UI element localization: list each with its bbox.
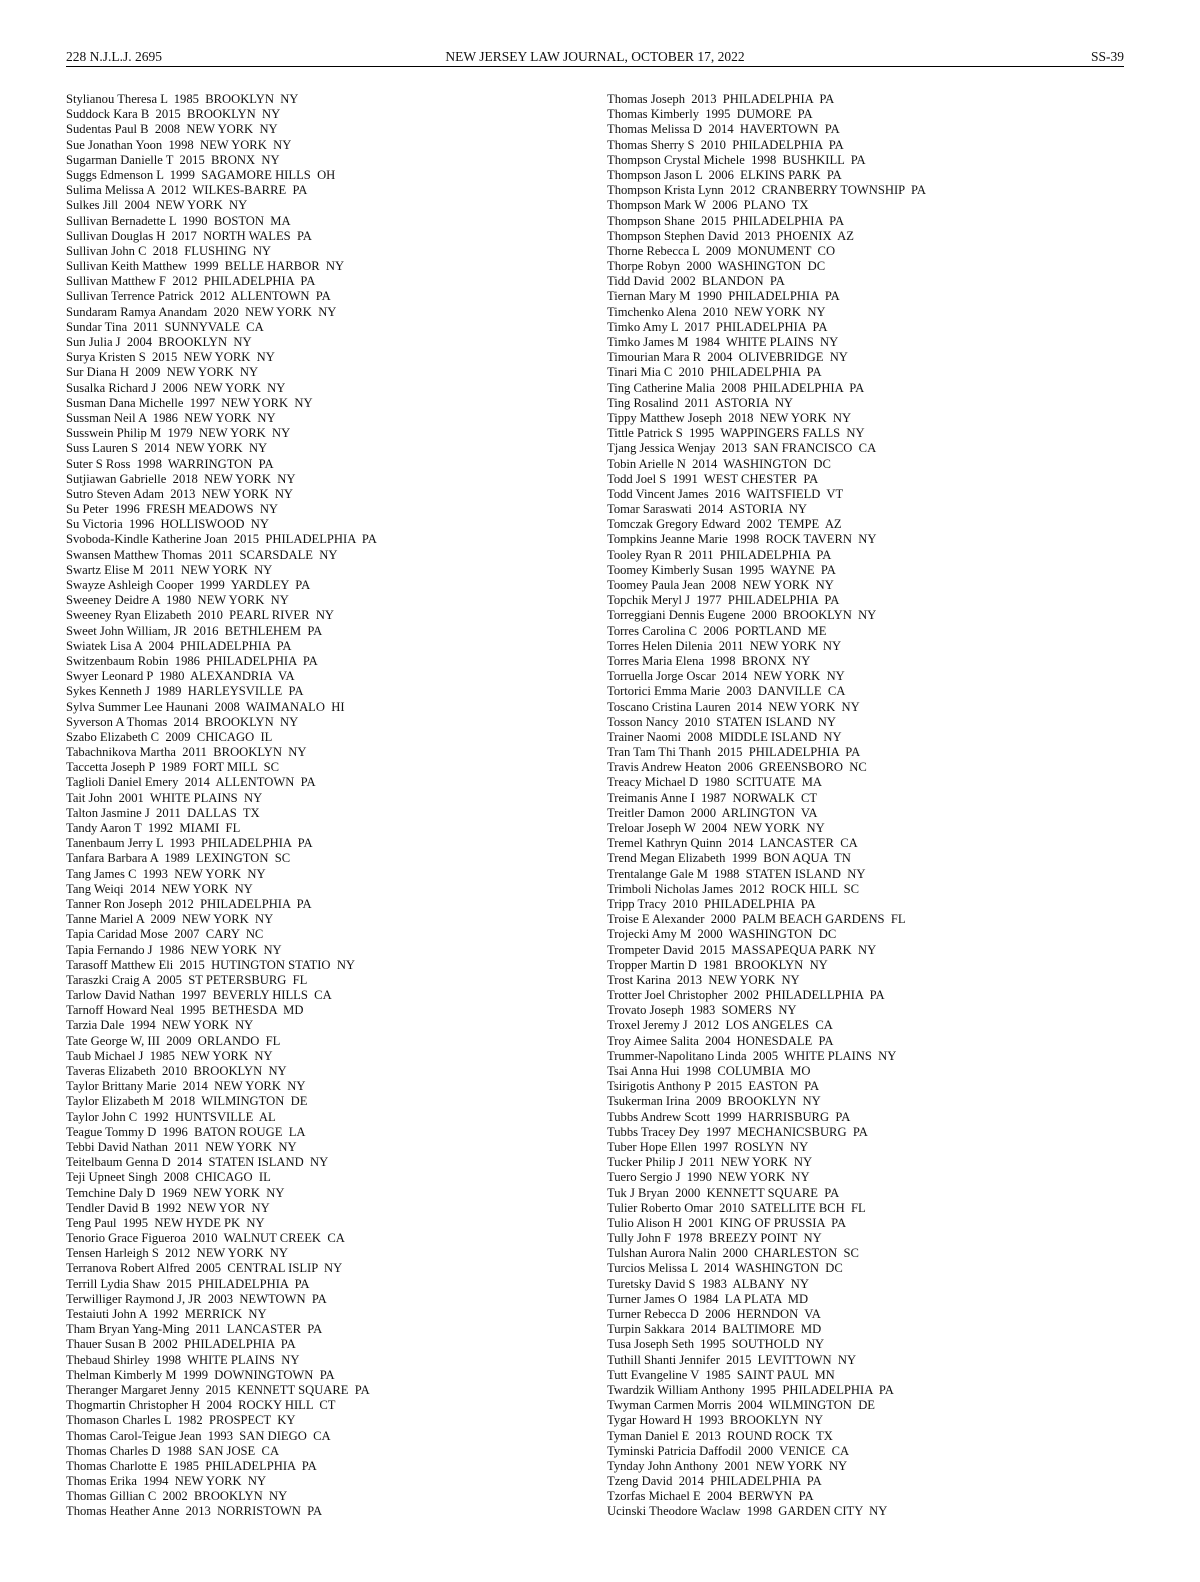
attorney-entry: Tripp Tracy 2010 PHILADELPHIA PA — [607, 896, 816, 911]
attorney-entry: Swansen Matthew Thomas 2011 SCARSDALE NY — [66, 547, 338, 562]
attorney-entry: Tham Bryan Yang-Ming 2011 LANCASTER PA — [66, 1322, 323, 1337]
attorney-entry: Susman Dana Michelle 1997 NEW YORK NY — [66, 395, 313, 410]
attorney-entry: Tang Weiqi 2014 NEW YORK NY — [66, 881, 253, 896]
attorney-entry: Suss Lauren S 2014 NEW YORK NY — [66, 441, 268, 456]
attorney-entry: Su Victoria 1996 HOLLISWOOD NY — [66, 517, 269, 532]
attorney-entry: Treitler Damon 2000 ARLINGTON VA — [607, 805, 818, 820]
attorney-entry: Tensen Harleigh S 2012 NEW YORK NY — [66, 1246, 288, 1261]
attorney-entry: Troise E Alexander 2000 PALM BEACH GARDENS FL — [607, 912, 906, 927]
attorney-entry: Tarlow David Nathan 1997 BEVERLY HILLS CA — [66, 988, 332, 1003]
attorney-entry: Taccetta Joseph P 1989 FORT MILL SC — [66, 760, 280, 775]
attorney-entry: Trost Karina 2013 NEW YORK NY — [607, 972, 800, 987]
attorney-entry: Tosson Nancy 2010 STATEN ISLAND NY — [607, 714, 836, 729]
attorney-entry: Thomas Heather Anne 2013 NORRISTOWN PA — [66, 1504, 323, 1519]
attorney-entry: Trimboli Nicholas James 2012 ROCK HILL SC — [607, 881, 859, 896]
attorney-entry: Thauer Susan B 2002 PHILADELPHIA PA — [66, 1337, 296, 1352]
attorney-entry: Tubbs Tracey Dey 1997 MECHANICSBURG PA — [607, 1124, 868, 1139]
attorney-entry: Todd Joel S 1991 WEST CHESTER PA — [607, 471, 819, 486]
attorney-entry: Tebbi David Nathan 2011 NEW YORK NY — [66, 1139, 297, 1154]
attorney-entry: Tarzia Dale 1994 NEW YORK NY — [66, 1018, 254, 1033]
attorney-entry: Sundar Tina 2011 SUNNYVALE CA — [66, 319, 264, 334]
attorney-entry: Tandy Aaron T 1992 MIAMI FL — [66, 821, 241, 835]
attorney-entry: Topchik Meryl J 1977 PHILADELPHIA PA — [607, 593, 840, 608]
attorney-entry: Teng Paul 1995 NEW HYDE PK NY — [66, 1215, 265, 1230]
attorney-entry: Sylva Summer Lee Haunani 2008 WAIMANALO HI — [66, 699, 345, 714]
attorney-entry: Suggs Edmenson L 1999 SAGAMORE HILLS OH — [66, 167, 336, 182]
attorney-entry: Tabachnikova Martha 2011 BROOKLYN NY — [66, 745, 307, 760]
attorney-entry: Troxel Jeremy J 2012 LOS ANGELES CA — [607, 1018, 833, 1033]
attorney-entry: Turetsky David S 1983 ALBANY NY — [607, 1276, 809, 1291]
attorney-entry: Tarnoff Howard Neal 1995 BETHESDA MD — [66, 1003, 304, 1018]
attorney-entry: Theranger Margaret Jenny 2015 KENNETT SQUARE PA — [66, 1382, 370, 1397]
attorney-entry: Turner James O 1984 LA PLATA MD — [607, 1291, 809, 1306]
attorney-entry: Sullivan Terrence Patrick 2012 ALLENTOWN PA — [66, 289, 331, 304]
attorney-entry: Tanfara Barbara A 1989 LEXINGTON SC — [66, 851, 291, 866]
attorney-entry: Stylianou Theresa L 1985 BROOKLYN NY — [66, 92, 299, 106]
attorney-entry: Tomczak Gregory Edward 2002 TEMPE AZ — [607, 517, 842, 532]
attorney-entry: Tynday John Anthony 2001 NEW YORK NY — [607, 1458, 848, 1473]
publication-title: NEW JERSEY LAW JOURNAL, OCTOBER 17, 2022 — [445, 49, 745, 64]
attorney-entry: Timko James M 1984 WHITE PLAINS NY — [607, 335, 839, 349]
attorney-entry: Tuthill Shanti Jennifer 2015 LEVITTOWN NY — [607, 1352, 857, 1367]
attorney-entry: Teitelbaum Genna D 2014 STATEN ISLAND NY — [66, 1155, 329, 1170]
attorney-entry: Tremel Kathryn Quinn 2014 LANCASTER CA — [607, 836, 858, 851]
attorney-entry: Taveras Elizabeth 2010 BROOKLYN NY — [66, 1064, 287, 1078]
attorney-entry: Sue Jonathan Yoon 1998 NEW YORK NY — [66, 137, 292, 152]
right-column-list — [607, 92, 1127, 1520]
attorney-entry: Tait John 2001 WHITE PLAINS NY — [66, 790, 263, 805]
attorney-entry: Troy Aimee Salita 2004 HONESDALE PA — [607, 1033, 834, 1048]
attorney-entry: Sullivan Bernadette L 1990 BOSTON MA — [66, 213, 291, 228]
attorney-entry: Sulkes Jill 2004 NEW YORK NY — [66, 198, 248, 213]
attorney-entry: Sweeney Ryan Elizabeth 2010 PEARL RIVER NY — [66, 608, 335, 623]
attorney-entry: Tusa Joseph Seth 1995 SOUTHOLD NY — [607, 1337, 825, 1352]
attorney-entry: Toscano Cristina Lauren 2014 NEW YORK NY — [607, 699, 860, 714]
attorney-entry: Tubbs Andrew Scott 1999 HARRISBURG PA — [607, 1109, 851, 1124]
attorney-entry: Tzeng David 2014 PHILADELPHIA PA — [607, 1474, 822, 1489]
attorney-entry: Sudentas Paul B 2008 NEW YORK NY — [66, 122, 278, 137]
attorney-entry: Taylor John C 1992 HUNTSVILLE AL — [66, 1109, 276, 1124]
attorney-entry: Swiatek Lisa A 2004 PHILADELPHIA PA — [66, 638, 292, 653]
attorney-entry: Trotter Joel Christopher 2002 PHILADELLPHIA PA — [607, 988, 885, 1003]
attorney-entry: Sundaram Ramya Anandam 2020 NEW YORK NY — [66, 304, 337, 319]
attorney-entry: Torres Helen Dilenia 2011 NEW YORK NY — [607, 638, 842, 653]
attorney-entry: Turpin Sakkara 2014 BALTIMORE MD — [607, 1322, 822, 1337]
attorney-entry: Sur Diana H 2009 NEW YORK NY — [66, 365, 259, 380]
attorney-entry: Torres Maria Elena 1998 BRONX NY — [607, 653, 811, 668]
attorney-entry: Suddock Kara B 2015 BROOKLYN NY — [66, 107, 281, 122]
attorney-entry: Ting Rosalind 2011 ASTORIA NY — [607, 395, 794, 410]
attorney-entry: Thorne Rebecca L 2009 MONUMENT CO — [607, 243, 836, 258]
attorney-entry: Tanenbaum Jerry L 1993 PHILADELPHIA PA — [66, 836, 313, 851]
attorney-entry: Tapia Caridad Mose 2007 CARY NC — [66, 927, 264, 942]
attorney-entry: Trend Megan Elizabeth 1999 BON AQUA TN — [607, 851, 851, 866]
attorney-entry: Thebaud Shirley 1998 WHITE PLAINS NY — [66, 1352, 300, 1367]
attorney-entry: Tygar Howard H 1993 BROOKLYN NY — [607, 1413, 824, 1428]
attorney-entry: Treimanis Anne I 1987 NORWALK CT — [607, 790, 818, 805]
attorney-entry: Torruella Jorge Oscar 2014 NEW YORK NY — [607, 669, 845, 684]
attorney-entry: Thomas Kimberly 1995 DUMORE PA — [607, 107, 813, 122]
attorney-entry: Tippy Matthew Joseph 2018 NEW YORK NY — [607, 410, 852, 425]
attorney-entry: Talton Jasmine J 2011 DALLAS TX — [66, 805, 260, 820]
attorney-entry: Swartz Elise M 2011 NEW YORK NY — [66, 562, 273, 577]
attorney-entry: Sulima Melissa A 2012 WILKES-BARRE PA — [66, 183, 308, 198]
attorney-entry: Tucker Philip J 2011 NEW YORK NY — [607, 1155, 813, 1170]
attorney-entry: Thompson Krista Lynn 2012 CRANBERRY TOWNSHIP PA — [607, 183, 926, 198]
attorney-entry: Taub Michael J 1985 NEW YORK NY — [66, 1048, 273, 1063]
attorney-entry: Tapia Fernando J 1986 NEW YORK NY — [66, 942, 282, 957]
attorney-entry: Thompson Stephen David 2013 PHOENIX AZ — [607, 228, 854, 243]
attorney-entry: Sussman Neil A 1986 NEW YORK NY — [66, 410, 276, 425]
attorney-entry: Twyman Carmen Morris 2004 WILMINGTON DE — [607, 1398, 875, 1413]
attorney-entry: Thomas Charlotte E 1985 PHILADELPHIA PA — [66, 1458, 317, 1473]
attorney-entry: Svoboda-Kindle Katherine Joan 2015 PHILADELPHIA PA — [66, 532, 377, 547]
attorney-entry: Tenorio Grace Figueroa 2010 WALNUT CREEK CA — [66, 1231, 345, 1246]
attorney-entry: Turcios Melissa L 2014 WASHINGTON DC — [607, 1261, 843, 1276]
attorney-entry: Ucinski Theodore Waclaw 1998 GARDEN CITY NY — [607, 1504, 888, 1519]
attorney-entry: Tsirigotis Anthony P 2015 EASTON PA — [607, 1079, 820, 1094]
attorney-entry: Taylor Elizabeth M 2018 WILMINGTON DE — [66, 1094, 308, 1109]
attorney-entry: Suter S Ross 1998 WARRINGTON PA — [66, 456, 274, 471]
attorney-entry: Tuk J Bryan 2000 KENNETT SQUARE PA — [607, 1185, 840, 1200]
header-rule — [66, 66, 1124, 67]
attorney-entry: Thompson Jason L 2006 ELKINS PARK PA — [607, 167, 842, 182]
attorney-entry: Thogmartin Christopher H 2004 ROCKY HILL CT — [66, 1398, 336, 1413]
attorney-entry: Teague Tommy D 1996 BATON ROUGE LA — [66, 1124, 306, 1139]
attorney-entry: Tarasoff Matthew Eli 2015 HUTINGTON STATIO NY — [66, 957, 356, 972]
page-number: SS-39 — [1090, 49, 1124, 64]
citation: 228 N.J.L.J. 2695 — [66, 49, 163, 64]
attorney-entry: Tulshan Aurora Nalin 2000 CHARLESTON SC — [607, 1246, 859, 1261]
attorney-entry: Toomey Kimberly Susan 1995 WAYNE PA — [607, 562, 836, 577]
attorney-entry: Sullivan John C 2018 FLUSHING NY — [66, 243, 272, 258]
attorney-entry: Tropper Martin D 1981 BROOKLYN NY — [607, 957, 828, 972]
attorney-entry: Thompson Shane 2015 PHILADELPHIA PA — [607, 213, 845, 228]
attorney-entry: Szabo Elizabeth C 2009 CHICAGO IL — [66, 729, 273, 744]
attorney-entry: Thomas Carol-Teigue Jean 1993 SAN DIEGO CA — [66, 1428, 331, 1443]
attorney-entry: Sweeney Deidre A 1980 NEW YORK NY — [66, 593, 289, 608]
attorney-entry: Surya Kristen S 2015 NEW YORK NY — [66, 350, 275, 365]
attorney-entry: Tully John F 1978 BREEZY POINT NY — [607, 1231, 822, 1246]
attorney-entry: Terrill Lydia Shaw 2015 PHILADELPHIA PA — [66, 1276, 310, 1291]
attorney-entry: Trovato Joseph 1983 SOMERS NY — [607, 1003, 797, 1018]
attorney-entry: Tate George W, III 2009 ORLANDO FL — [66, 1033, 281, 1048]
attorney-entry: Thomas Joseph 2013 PHILADELPHIA PA — [607, 92, 835, 106]
attorney-entry: Tinari Mia C 2010 PHILADELPHIA PA — [607, 365, 822, 380]
attorney-entry: Tiernan Mary M 1990 PHILADELPHIA PA — [607, 289, 840, 304]
attorney-entry: Tittle Patrick S 1995 WAPPINGERS FALLS NY — [607, 426, 865, 441]
attorney-entry: Torres Carolina C 2006 PORTLAND ME — [607, 623, 827, 638]
attorney-entry: Tang James C 1993 NEW YORK NY — [66, 866, 266, 881]
attorney-entry: Thompson Mark W 2006 PLANO TX — [607, 198, 809, 213]
attorney-entry: Sullivan Keith Matthew 1999 BELLE HARBOR NY — [66, 259, 345, 274]
page-header — [66, 48, 1124, 66]
attorney-entry: Toomey Paula Jean 2008 NEW YORK NY — [607, 578, 834, 592]
attorney-entry: Thompson Crystal Michele 1998 BUSHKILL PA — [607, 152, 866, 167]
left-column-list — [66, 92, 586, 1520]
attorney-entry: Su Peter 1996 FRESH MEADOWS NY — [66, 502, 279, 517]
attorney-entry: Tyminski Patricia Daffodil 2000 VENICE CA — [607, 1443, 850, 1458]
attorney-entry: Tompkins Jeanne Marie 1998 ROCK TAVERN NY — [607, 532, 877, 547]
attorney-entry: Terwilliger Raymond J, JR 2003 NEWTOWN PA — [66, 1291, 327, 1306]
attorney-entry: Trojecki Amy M 2000 WASHINGTON DC — [607, 927, 837, 942]
attorney-entry: Tidd David 2002 BLANDON PA — [607, 274, 785, 289]
attorney-entry: Teji Upneet Singh 2008 CHICAGO IL — [66, 1170, 271, 1185]
attorney-entry: Todd Vincent James 2016 WAITSFIELD VT — [607, 486, 844, 501]
attorney-entry: Sullivan Douglas H 2017 NORTH WALES PA — [66, 228, 312, 243]
attorney-entry: Timko Amy L 2017 PHILADELPHIA PA — [607, 319, 828, 334]
attorney-entry: Tanner Ron Joseph 2012 PHILADELPHIA PA — [66, 896, 312, 911]
attorney-entry: Thomas Gillian C 2002 BROOKLYN NY — [66, 1489, 288, 1504]
attorney-entry: Trentalange Gale M 1988 STATEN ISLAND NY — [607, 866, 866, 881]
attorney-entry: Temchine Daly D 1969 NEW YORK NY — [66, 1185, 285, 1200]
attorney-entry: Timourian Mara R 2004 OLIVEBRIDGE NY — [607, 350, 848, 365]
attorney-entry: Taylor Brittany Marie 2014 NEW YORK NY — [66, 1079, 306, 1094]
attorney-entry: Thomas Sherry S 2010 PHILADELPHIA PA — [607, 137, 844, 152]
attorney-entry: Twardzik William Anthony 1995 PHILADELPHIA PA — [607, 1382, 894, 1397]
attorney-entry: Tyman Daniel E 2013 ROUND ROCK TX — [607, 1428, 833, 1443]
attorney-entry: Thomas Charles D 1988 SAN JOSE CA — [66, 1443, 280, 1458]
attorney-entry: Testaiuti John A 1992 MERRICK NY — [66, 1307, 267, 1321]
attorney-entry: Tomar Saraswati 2014 ASTORIA NY — [607, 502, 808, 517]
attorney-entry: Trompeter David 2015 MASSAPEQUA PARK NY — [607, 942, 877, 957]
attorney-entry: Thomason Charles L 1982 PROSPECT KY — [66, 1413, 296, 1428]
attorney-entry: Tanne Mariel A 2009 NEW YORK NY — [66, 912, 274, 927]
attorney-entry: Tran Tam Thi Thanh 2015 PHILADELPHIA PA — [607, 745, 861, 760]
attorney-entry: Trainer Naomi 2008 MIDDLE ISLAND NY — [607, 729, 842, 744]
attorney-entry: Terranova Robert Alfred 2005 CENTRAL ISLIP NY — [66, 1261, 343, 1276]
attorney-entry: Sun Julia J 2004 BROOKLYN NY — [66, 335, 252, 349]
attorney-entry: Tzorfas Michael E 2004 BERWYN PA — [607, 1489, 814, 1504]
attorney-entry: Torreggiani Dennis Eugene 2000 BROOKLYN NY — [607, 608, 877, 623]
attorney-entry: Taglioli Daniel Emery 2014 ALLENTOWN PA — [66, 775, 316, 790]
attorney-entry: Swyer Leonard P 1980 ALEXANDRIA VA — [66, 669, 295, 684]
attorney-entry: Tuero Sergio J 1990 NEW YORK NY — [607, 1170, 810, 1185]
attorney-entry: Ting Catherine Malia 2008 PHILADELPHIA PA — [607, 380, 865, 395]
attorney-entry: Treloar Joseph W 2004 NEW YORK NY — [607, 821, 825, 835]
attorney-entry: Tulier Roberto Omar 2010 SATELLITE BCH FL — [607, 1200, 866, 1215]
attorney-entry: Tendler David B 1992 NEW YOR NY — [66, 1200, 270, 1215]
attorney-entry: Thelman Kimberly M 1999 DOWNINGTOWN PA — [66, 1367, 335, 1382]
attorney-entry: Travis Andrew Heaton 2006 GREENSBORO NC — [607, 760, 867, 775]
attorney-entry: Tortorici Emma Marie 2003 DANVILLE CA — [607, 684, 846, 699]
attorney-entry: Thomas Melissa D 2014 HAVERTOWN PA — [607, 122, 840, 137]
attorney-entry: Timchenko Alena 2010 NEW YORK NY — [607, 304, 826, 319]
attorney-entry: Swayze Ashleigh Cooper 1999 YARDLEY PA — [66, 578, 311, 592]
attorney-entry: Tobin Arielle N 2014 WASHINGTON DC — [607, 456, 831, 471]
attorney-entry: Susswein Philip M 1979 NEW YORK NY — [66, 426, 291, 441]
attorney-entry: Susalka Richard J 2006 NEW YORK NY — [66, 380, 286, 395]
attorney-entry: Syverson A Thomas 2014 BROOKLYN NY — [66, 714, 299, 729]
attorney-entry: Tsai Anna Hui 1998 COLUMBIA MO — [607, 1064, 811, 1078]
attorney-entry: Taraszki Craig A 2005 ST PETERSBURG FL — [66, 972, 308, 987]
attorney-entry: Sweet John William, JR 2016 BETHLEHEM PA — [66, 623, 323, 638]
attorney-entry: Turner Rebecca D 2006 HERNDON VA — [607, 1307, 821, 1321]
attorney-entry: Sullivan Matthew F 2012 PHILADELPHIA PA — [66, 274, 316, 289]
attorney-entry: Sykes Kenneth J 1989 HARLEYSVILLE PA — [66, 684, 304, 699]
attorney-entry: Sutro Steven Adam 2013 NEW YORK NY — [66, 486, 294, 501]
attorney-entry: Tooley Ryan R 2011 PHILADELPHIA PA — [607, 547, 832, 562]
attorney-entry: Thomas Erika 1994 NEW YORK NY — [66, 1474, 267, 1489]
attorney-entry: Tsukerman Irina 2009 BROOKLYN NY — [607, 1094, 821, 1109]
attorney-entry: Trummer-Napolitano Linda 2005 WHITE PLAINS NY — [607, 1048, 897, 1063]
attorney-entry: Tutt Evangeline V 1985 SAINT PAUL MN — [607, 1367, 835, 1382]
attorney-entry: Tuber Hope Ellen 1997 ROSLYN NY — [607, 1139, 809, 1154]
attorney-entry: Thorpe Robyn 2000 WASHINGTON DC — [607, 259, 826, 274]
attorney-entry: Sutjiawan Gabrielle 2018 NEW YORK NY — [66, 471, 296, 486]
attorney-entry: Sugarman Danielle T 2015 BRONX NY — [66, 152, 280, 167]
attorney-entry: Tulio Alison H 2001 KING OF PRUSSIA PA — [607, 1215, 847, 1230]
attorney-entry: Switzenbaum Robin 1986 PHILADELPHIA PA — [66, 653, 318, 668]
attorney-entry: Treacy Michael D 1980 SCITUATE MA — [607, 775, 823, 790]
attorney-entry: Tjang Jessica Wenjay 2013 SAN FRANCISCO CA — [607, 441, 877, 456]
